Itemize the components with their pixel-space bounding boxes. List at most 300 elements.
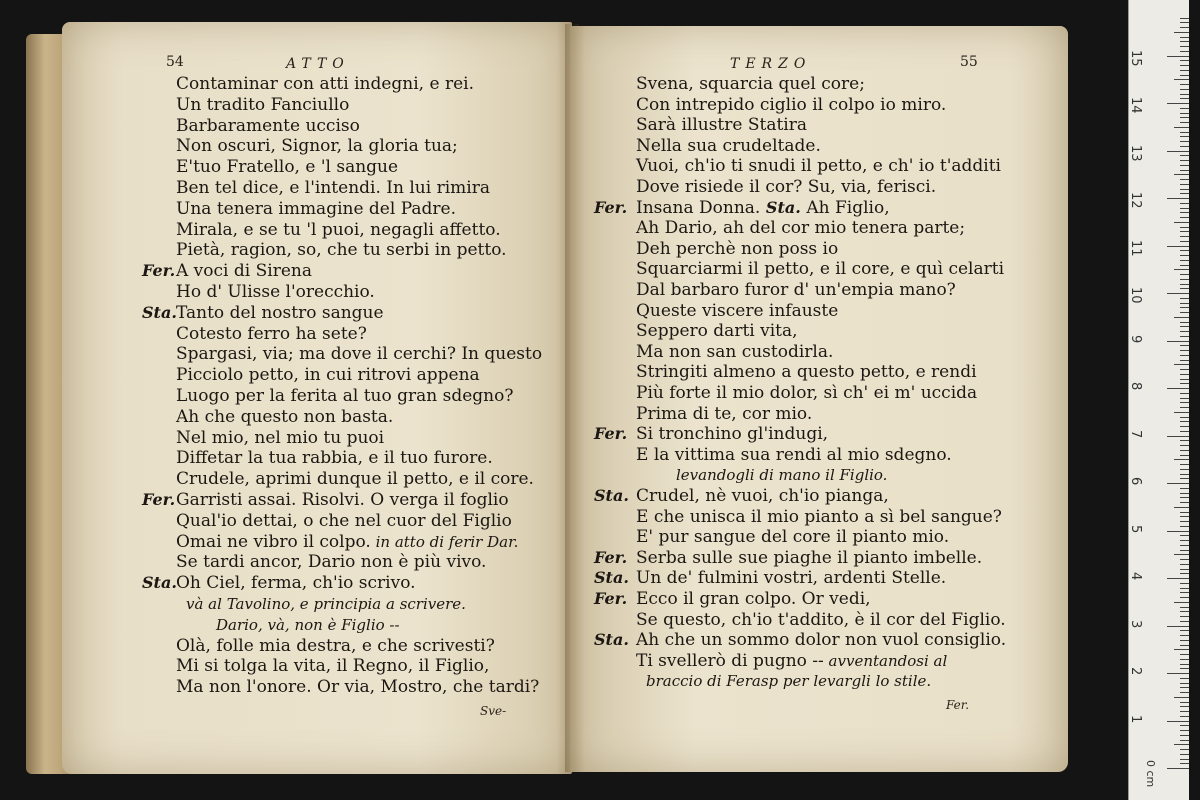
ruler-tick xyxy=(1180,84,1189,85)
verse-line xyxy=(176,677,539,697)
ruler-tick xyxy=(1167,56,1189,57)
verse-line xyxy=(636,610,1006,630)
ruler-tick xyxy=(1180,165,1189,166)
left-page xyxy=(62,22,572,774)
verse-text: Prima di te, cor mio. xyxy=(636,403,813,424)
ruler-tick xyxy=(1180,355,1189,356)
verse-line xyxy=(636,362,977,382)
verse-text: Non oscuri, Signor, la gloria tua; xyxy=(176,136,458,157)
ruler-number: 1 xyxy=(1128,714,1143,723)
verse-line xyxy=(636,548,982,568)
ruler-tick xyxy=(1180,621,1189,622)
verse-line xyxy=(176,656,489,676)
ruler-tick xyxy=(1174,744,1189,745)
verse-text: Svena, squarcia quel core; xyxy=(636,74,865,94)
ruler-tick xyxy=(1180,160,1189,161)
verse-text: Serba sulle sue piaghe il pianto imbelle. xyxy=(636,547,983,568)
ruler-tick xyxy=(1180,678,1189,679)
ruler-tick xyxy=(1180,51,1189,52)
ruler-tick xyxy=(1180,569,1189,570)
ruler-unit-label: 0 cm xyxy=(1144,760,1157,788)
ruler-tick xyxy=(1174,554,1189,555)
ruler-tick xyxy=(1180,716,1189,717)
ruler-tick xyxy=(1180,616,1189,617)
verse-line xyxy=(636,342,833,362)
verse-line xyxy=(636,198,890,218)
verse-line xyxy=(186,594,466,614)
verse-line xyxy=(636,445,952,465)
ruler-tick xyxy=(1180,298,1189,299)
ruler-tick xyxy=(1167,198,1189,199)
verse-text: Ho d' Ulisse l'orecchio. xyxy=(176,282,375,302)
verse-line xyxy=(636,177,936,197)
verse-line xyxy=(636,589,871,609)
ruler-tick xyxy=(1167,246,1189,247)
stage-direction: in atto di ferir Dar. xyxy=(370,532,519,551)
ruler-tick xyxy=(1167,483,1189,484)
verse-text: Mirala, e se tu 'l puoi, negagli affetto. xyxy=(176,219,501,240)
ruler-tick xyxy=(1180,18,1189,19)
ruler-tick xyxy=(1180,369,1189,370)
ruler-tick xyxy=(1180,250,1189,251)
ruler-number: 2 xyxy=(1128,667,1143,676)
verse-line xyxy=(176,469,534,489)
verse-line xyxy=(176,552,486,572)
verse-text: Un de' fulmini vostri, ardenti Stelle. xyxy=(636,568,947,589)
ruler-tick xyxy=(1180,645,1189,646)
left-catchword: Sve- xyxy=(480,704,507,718)
verse-text: Stringiti almeno a questo petto, e rendi xyxy=(636,362,977,383)
ruler-tick xyxy=(1174,649,1189,650)
ruler-tick xyxy=(1180,136,1189,137)
ruler-tick xyxy=(1180,193,1189,194)
ruler-tick xyxy=(1174,459,1189,460)
ruler-tick xyxy=(1180,664,1189,665)
measurement-ruler xyxy=(1128,0,1189,800)
verse-line xyxy=(636,404,812,424)
right-page-number: 55 xyxy=(960,54,978,70)
verse-text: Nel mio, nel mio tu puoi xyxy=(176,427,385,448)
speaker-label: Sta. xyxy=(142,302,177,322)
verse-line xyxy=(636,301,838,321)
verse-text: Sarà illustre Statira xyxy=(636,115,807,136)
verse-text: Se questo, ch'io t'addito, è il cor del Figlio. xyxy=(636,609,1006,630)
verse-text: Barbaramente ucciso xyxy=(176,115,360,136)
verse-text: A voci di Sirena xyxy=(176,261,312,282)
verse-text: Tanto del nostro sangue xyxy=(176,302,384,323)
verse-text: Diffetar la tua rabbia, e il tuo furore. xyxy=(176,448,493,469)
ruler-tick xyxy=(1180,687,1189,688)
speaker-label: Fer. xyxy=(142,490,176,509)
ruler-tick xyxy=(1180,331,1189,332)
verse-text: Ma non san custodirla. xyxy=(636,341,834,362)
verse-text: Ah Dario, ah del cor mio tenera parte; xyxy=(636,218,966,239)
ruler-tick xyxy=(1180,497,1189,498)
speaker-label: Fer. xyxy=(594,424,628,444)
verse-text: Picciolo petto, in cui ritrovi appena xyxy=(176,365,480,386)
ruler-number: 9 xyxy=(1128,334,1143,343)
ruler-tick xyxy=(1180,155,1189,156)
verse-text: E'tuo Fratello, e 'l sangue xyxy=(176,157,399,178)
ruler-tick xyxy=(1180,132,1189,133)
speaker-label: Sta. xyxy=(142,573,177,593)
speaker-label: Fer. xyxy=(594,589,628,608)
verse-line xyxy=(176,74,474,94)
ruler-tick xyxy=(1180,231,1189,232)
verse-text: Dove risiede il cor? Su, via, ferisci. xyxy=(636,177,937,197)
verse-line xyxy=(216,615,400,635)
ruler-tick xyxy=(1180,564,1189,565)
ruler-tick xyxy=(1180,212,1189,213)
verse-text: Qual'io dettai, o che nel cuor del Figlio xyxy=(176,510,512,531)
ruler-tick xyxy=(1167,673,1189,674)
ruler-tick xyxy=(1174,222,1189,223)
verse-line xyxy=(636,651,947,671)
ruler-tick xyxy=(1180,393,1189,394)
ruler-tick xyxy=(1180,478,1189,479)
verse-line xyxy=(176,448,493,468)
ruler-tick xyxy=(1174,602,1189,603)
ruler-tick xyxy=(1180,203,1189,204)
ruler-number: 12 xyxy=(1128,192,1143,209)
ruler-tick xyxy=(1180,236,1189,237)
ruler-tick xyxy=(1180,659,1189,660)
verse-line xyxy=(636,259,1004,279)
ruler-tick xyxy=(1180,545,1189,546)
ruler-tick xyxy=(1180,607,1189,608)
ruler-tick xyxy=(1180,711,1189,712)
ruler-tick xyxy=(1180,279,1189,280)
ruler-tick xyxy=(1180,336,1189,337)
verse-text: Mi si tolga la vita, il Regno, il Figlio, xyxy=(176,656,490,677)
verse-text: Ben tel dice, e l'intendi. In lui rimira xyxy=(176,178,490,198)
ruler-tick xyxy=(1180,692,1189,693)
ruler-tick xyxy=(1180,217,1189,218)
ruler-tick xyxy=(1180,27,1189,28)
verse-text: Vuoi, ch'io ti snudi il petto, e ch' io t'additi xyxy=(636,156,1001,177)
ruler-tick xyxy=(1180,445,1189,446)
ruler-tick xyxy=(1180,431,1189,432)
ruler-tick xyxy=(1180,550,1189,551)
ruler-tick xyxy=(1180,345,1189,346)
ruler-number: 7 xyxy=(1128,429,1143,438)
verse-line xyxy=(636,383,977,403)
ruler-tick xyxy=(1180,763,1189,764)
ruler-tick xyxy=(1180,512,1189,513)
verse-line xyxy=(176,220,501,240)
verse-text: Oh Ciel, ferma, ch'io scrivo. xyxy=(176,573,416,594)
ruler-tick xyxy=(1180,540,1189,541)
ruler-tick xyxy=(1180,583,1189,584)
ruler-tick xyxy=(1180,417,1189,418)
ruler-tick xyxy=(1180,360,1189,361)
verse-text: Se tardi ancor, Dario non è più vivo. xyxy=(176,552,487,573)
ruler-tick xyxy=(1174,174,1189,175)
verse-text: E' pur sangue del core il pianto mio. xyxy=(636,527,950,548)
ruler-tick xyxy=(1180,227,1189,228)
ruler-tick xyxy=(1180,754,1189,755)
stage-direction: và al Tavolino, e principia a scrivere. xyxy=(186,595,466,613)
ruler-tick xyxy=(1180,493,1189,494)
verse-text: E che unisca il mio pianto a sì bel sangue? xyxy=(636,506,1002,527)
ruler-tick xyxy=(1174,79,1189,80)
ruler-tick xyxy=(1167,103,1189,104)
verse-line xyxy=(676,465,887,485)
ruler-number: 5 xyxy=(1128,524,1143,533)
verse-text: Contaminar con atti indegni, e rei. xyxy=(176,74,474,94)
ruler-tick xyxy=(1180,265,1189,266)
ruler-number: 6 xyxy=(1128,477,1143,486)
verse-text: Ti svellerò di pugno -- xyxy=(636,650,824,671)
verse-line xyxy=(636,321,798,341)
ruler-number: 11 xyxy=(1128,239,1143,257)
ruler-tick xyxy=(1167,341,1189,342)
verse-text: Queste viscere infauste xyxy=(636,300,839,321)
verse-text: Seppero darti vita, xyxy=(636,321,798,342)
ruler-tick xyxy=(1180,260,1189,261)
verse-line xyxy=(176,95,349,115)
ruler-tick xyxy=(1180,521,1189,522)
ruler-tick xyxy=(1180,184,1189,185)
ruler-tick xyxy=(1180,241,1189,242)
ruler-tick xyxy=(1180,70,1189,71)
verse-line xyxy=(176,344,542,364)
verse-text: Ma non l'onore. Or via, Mostro, che tardi? xyxy=(176,677,540,698)
verse-line xyxy=(636,218,965,238)
ruler-tick xyxy=(1180,421,1189,422)
ruler-tick xyxy=(1180,288,1189,289)
ruler-number: 8 xyxy=(1128,382,1143,391)
stage-direction: Dario, và, non è Figlio -- xyxy=(216,615,400,634)
verse-line xyxy=(636,95,946,115)
verse-text: Si tronchino gl'indugi, xyxy=(636,424,829,445)
verse-line xyxy=(646,671,931,691)
right-page xyxy=(570,26,1068,772)
ruler-tick xyxy=(1180,284,1189,285)
verse-line xyxy=(176,157,398,177)
ruler-tick xyxy=(1180,312,1189,313)
verse-text: Omai ne vibro il colpo. xyxy=(176,531,371,552)
ruler-tick xyxy=(1180,725,1189,726)
ruler-tick xyxy=(1180,37,1189,38)
ruler-tick xyxy=(1180,170,1189,171)
ruler-tick xyxy=(1167,388,1189,389)
ruler-tick xyxy=(1180,60,1189,61)
verse-line xyxy=(176,636,495,656)
verse-text: Una tenera immagine del Padre. xyxy=(176,198,456,219)
ruler-tick xyxy=(1180,706,1189,707)
verse-line xyxy=(636,507,1002,527)
ruler-tick xyxy=(1174,507,1189,508)
verse-line xyxy=(176,116,360,136)
verse-text: Ah che un sommo dolor non vuol consiglio. xyxy=(636,630,1007,651)
ruler-tick xyxy=(1180,113,1189,114)
ruler-tick xyxy=(1180,740,1189,741)
verse-line xyxy=(176,490,509,510)
ruler-tick xyxy=(1180,307,1189,308)
ruler-tick xyxy=(1180,98,1189,99)
stage-direction: avventandosi al xyxy=(823,651,948,670)
ruler-tick xyxy=(1180,440,1189,441)
ruler-tick xyxy=(1180,94,1189,95)
ruler-tick xyxy=(1167,436,1189,437)
verse-line xyxy=(636,136,821,156)
verse-line xyxy=(636,115,807,135)
left-page-number: 54 xyxy=(166,54,184,70)
ruler-tick xyxy=(1180,398,1189,399)
ruler-tick xyxy=(1180,179,1189,180)
ruler-tick xyxy=(1180,117,1189,118)
ruler-tick xyxy=(1180,450,1189,451)
ruler-tick xyxy=(1167,768,1189,769)
ruler-tick xyxy=(1174,697,1189,698)
ruler-tick xyxy=(1180,683,1189,684)
ruler-tick xyxy=(1167,721,1189,722)
verse-text: Crudel, nè vuoi, ch'io pianga, xyxy=(636,486,889,506)
speaker-label: Fer. xyxy=(142,261,176,281)
verse-line xyxy=(176,511,512,531)
ruler-tick xyxy=(1180,749,1189,750)
ruler-tick xyxy=(1180,65,1189,66)
ruler-tick xyxy=(1180,455,1189,456)
verse-text: Dal barbaro furor d' un'empia mano? xyxy=(636,280,956,300)
ruler-tick xyxy=(1180,535,1189,536)
ruler-tick xyxy=(1180,46,1189,47)
ruler-tick xyxy=(1180,597,1189,598)
ruler-tick xyxy=(1180,668,1189,669)
verse-line xyxy=(636,280,956,300)
verse-line xyxy=(176,199,456,219)
ruler-tick xyxy=(1180,573,1189,574)
verse-text: Ah Figlio, xyxy=(806,197,890,218)
ruler-tick xyxy=(1174,317,1189,318)
verse-text: Più forte il mio dolor, sì ch' ei m' uccida xyxy=(636,383,978,403)
verse-text: Squarciarmi il petto, e il core, e quì celarti xyxy=(636,259,1005,280)
ruler-tick xyxy=(1180,141,1189,142)
ruler-number: 14 xyxy=(1128,97,1143,114)
ruler-tick xyxy=(1180,379,1189,380)
ruler-tick xyxy=(1180,89,1189,90)
ruler-tick xyxy=(1180,516,1189,517)
ruler-tick xyxy=(1174,364,1189,365)
ruler-tick xyxy=(1180,464,1189,465)
verse-text: Insana Donna. xyxy=(636,197,761,218)
ruler-tick xyxy=(1180,146,1189,147)
verse-line xyxy=(636,486,889,506)
ruler-tick xyxy=(1180,208,1189,209)
ruler-tick xyxy=(1167,293,1189,294)
ruler-tick xyxy=(1180,322,1189,323)
right-running-head: TERZO xyxy=(730,56,812,72)
speaker-label: Sta. xyxy=(594,568,629,588)
speaker-label: Fer. xyxy=(594,197,628,217)
verse-text: Con intrepido ciglio il colpo io miro. xyxy=(636,94,947,115)
verse-line xyxy=(176,573,416,593)
verse-text: Pietà, ragion, so, che tu serbi in petto. xyxy=(176,240,507,261)
ruler-tick xyxy=(1180,326,1189,327)
ruler-tick xyxy=(1180,702,1189,703)
verse-text: E la vittima sua rendi al mio sdegno. xyxy=(636,444,952,465)
ruler-tick xyxy=(1180,559,1189,560)
ruler-tick xyxy=(1180,630,1189,631)
verse-line xyxy=(176,532,518,552)
ruler-tick xyxy=(1180,735,1189,736)
verse-text: Olà, folle mia destra, e che scrivesti? xyxy=(176,635,495,656)
verse-line xyxy=(176,407,393,427)
verse-line xyxy=(176,386,513,406)
verse-line xyxy=(176,303,384,323)
stage-direction: braccio di Ferasp per levargli lo stile. xyxy=(646,672,932,691)
ruler-tick xyxy=(1180,592,1189,593)
speaker-label: Sta. xyxy=(594,630,629,650)
ruler-number: 13 xyxy=(1128,144,1143,162)
ruler-tick xyxy=(1180,502,1189,503)
ruler-tick xyxy=(1180,350,1189,351)
verse-line xyxy=(636,74,865,94)
verse-text: Ecco il gran colpo. Or vedi, xyxy=(636,589,871,609)
verse-line xyxy=(636,156,1001,176)
ruler-tick xyxy=(1180,640,1189,641)
ruler-tick xyxy=(1180,255,1189,256)
ruler-tick xyxy=(1167,578,1189,579)
speaker-label: Fer. xyxy=(594,547,628,567)
ruler-number: 10 xyxy=(1128,287,1143,304)
verse-line xyxy=(636,239,838,259)
ruler-tick xyxy=(1180,474,1189,475)
ruler-number: 3 xyxy=(1128,619,1143,628)
ruler-tick xyxy=(1180,108,1189,109)
ruler-number: 15 xyxy=(1128,49,1143,67)
inline-speaker-label: Sta. xyxy=(760,197,807,217)
verse-line xyxy=(176,178,490,198)
ruler-tick xyxy=(1180,635,1189,636)
ruler-tick xyxy=(1174,412,1189,413)
ruler-tick xyxy=(1180,759,1189,760)
verse-text: Nella sua crudeltade. xyxy=(636,135,821,156)
verse-text: Ah che questo non basta. xyxy=(176,406,394,427)
ruler-tick xyxy=(1180,75,1189,76)
ruler-tick xyxy=(1180,407,1189,408)
left-running-head: ATTO xyxy=(286,56,350,72)
ruler-tick xyxy=(1180,303,1189,304)
ruler-tick xyxy=(1174,127,1189,128)
ruler-tick xyxy=(1180,588,1189,589)
ruler-tick xyxy=(1180,469,1189,470)
verse-line xyxy=(176,240,507,260)
verse-line xyxy=(636,630,1006,650)
ruler-tick xyxy=(1180,611,1189,612)
verse-line xyxy=(636,424,828,444)
ruler-tick xyxy=(1180,526,1189,527)
verse-text: Garristi assai. Risolvi. O verga il foglio xyxy=(176,490,509,510)
verse-line xyxy=(176,136,458,156)
verse-line xyxy=(176,282,375,302)
ruler-tick xyxy=(1167,151,1189,152)
verse-text: Spargasi, via; ma dove il cerchi? In questo xyxy=(176,344,543,365)
ruler-tick xyxy=(1174,32,1189,33)
ruler-tick xyxy=(1180,274,1189,275)
ruler-tick xyxy=(1174,269,1189,270)
ruler-tick xyxy=(1167,626,1189,627)
verse-line xyxy=(636,527,949,547)
ruler-tick xyxy=(1180,654,1189,655)
verse-text: Luogo per la ferita al tuo gran sdegno? xyxy=(176,386,514,406)
verse-line xyxy=(176,324,367,344)
stage-direction: levandogli di mano il Figlio. xyxy=(676,466,888,485)
ruler-tick xyxy=(1180,374,1189,375)
ruler-tick xyxy=(1180,22,1189,23)
right-catchword: Fer. xyxy=(946,698,970,712)
